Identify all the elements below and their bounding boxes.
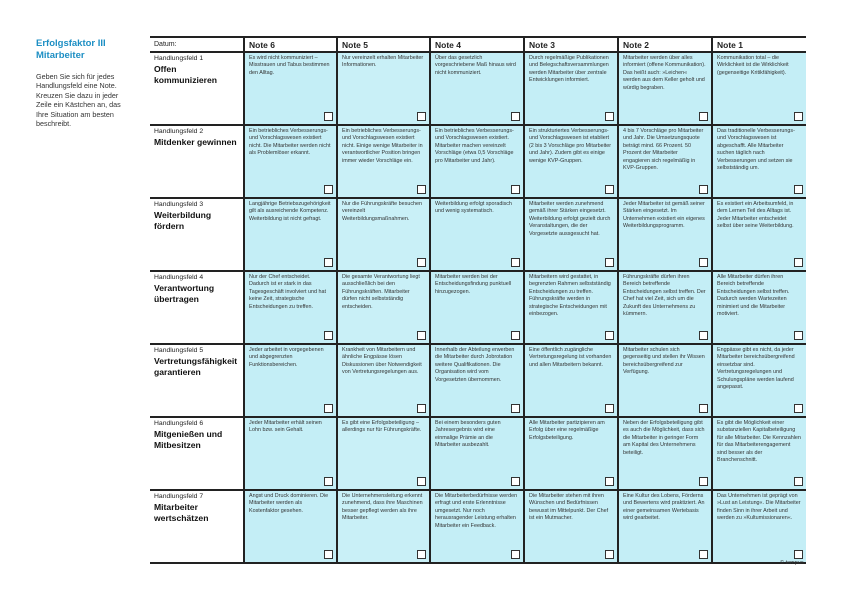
rating-checkbox[interactable]	[324, 477, 333, 486]
rating-cell	[244, 271, 337, 344]
rating-cell	[430, 52, 524, 125]
table-row	[150, 271, 806, 344]
cell-description: Eine öffentlich zugängliche Vertretungsregelung ist vorhanden und allen Mitarbeitern bekannt.	[529, 347, 612, 368]
rating-checkbox[interactable]	[511, 258, 520, 267]
handlungsfeld-label: Handlungsfeld 7	[154, 493, 204, 500]
cell-description: Jeder Mitarbeiter erhält seinen Lohn bzw. sein Gehalt.	[249, 420, 322, 434]
rating-cell	[244, 52, 337, 125]
handlungsfeld-title: Mitarbeiter wertschätzen	[154, 502, 209, 523]
rating-cell	[712, 417, 806, 490]
handlungsfeld-label: Handlungsfeld 1	[154, 55, 204, 62]
sidebar-instructions: Geben Sie sich für jedes Handlungsfeld eine Note. Kreuzen Sie dazu in jeder Zeile ein Kästchen an, das Ihre Situation am besten beschreibt.	[36, 72, 121, 129]
rating-cell	[712, 125, 806, 198]
rating-cell	[430, 417, 524, 490]
rating-cell	[618, 198, 712, 271]
cell-description: Ein betriebliches Verbesserungs- und Vorschlagswesen existiert nicht. Die Mitarbeiter werden nicht als Problemlöser erkannt.	[249, 128, 331, 157]
handlungsfeld-title: Verantwortung übertragen	[154, 283, 215, 304]
cell-description: Innerhalb der Abteilung erwerben die Mitarbeiter durch Jobrotation weitere Qualifikationen. Die Organisation wird vom Vorgesetzten übernommen.	[435, 347, 515, 383]
rating-checkbox[interactable]	[699, 331, 708, 340]
rating-checkbox[interactable]	[605, 404, 614, 413]
rating-cell	[712, 52, 806, 125]
rating-cell	[524, 125, 618, 198]
rating-cell	[524, 198, 618, 271]
rating-cell	[337, 344, 430, 417]
handlungsfeld-label: Handlungsfeld 2	[154, 128, 204, 135]
rating-checkbox[interactable]	[417, 112, 426, 121]
rating-cell	[712, 198, 806, 271]
column-header-note-6: Note 6	[244, 37, 337, 52]
handlungsfeld-label: Handlungsfeld 3	[154, 201, 204, 208]
cell-description: Es existiert ein Arbeitsumfeld, in dem Lernen Teil des Alltags ist. Jeder Mitarbeiter entscheidet selbst über seine Weiterbildung.	[717, 201, 794, 230]
rating-checkbox[interactable]	[417, 550, 426, 559]
column-header-note-4: Note 4	[430, 37, 524, 52]
cell-description: Eine Kultur des Lobens, Förderns und Bewertens wird praktiziert. An einer gemeinsamen Wertebasis wird gearbeitet.	[623, 493, 705, 522]
rating-cell	[244, 344, 337, 417]
rating-checkbox[interactable]	[324, 258, 333, 267]
rating-checkbox[interactable]	[324, 550, 333, 559]
rating-cell	[337, 490, 430, 563]
table-row	[150, 125, 806, 198]
rating-checkbox[interactable]	[417, 258, 426, 267]
rating-checkbox[interactable]	[605, 258, 614, 267]
rating-checkbox[interactable]	[794, 112, 803, 121]
rating-checkbox[interactable]	[794, 185, 803, 194]
cell-description: Mitarbeitern wird gestattet, in begrenzten Rahmen selbstständig Entscheidungen zu treffen. Führungskräfte werden in strategische Entscheidungen mit einbezogen.	[529, 274, 611, 318]
rating-checkbox[interactable]	[605, 550, 614, 559]
cell-description: Es gibt eine Erfolgsbeteiligung – allerdings nur für Führungskräfte.	[342, 420, 422, 434]
row-header	[150, 198, 244, 271]
cell-description: Nur der Chef entscheidet. Dadurch ist er stark in das Tagesgeschäft involviert und hat keine Zeit, strategische Entscheidungen zu treffen.	[249, 274, 327, 310]
rating-cell	[524, 271, 618, 344]
cell-description: Nur vereinzelt erhalten Mitarbeiter Informationen.	[342, 55, 424, 69]
rating-checkbox[interactable]	[417, 404, 426, 413]
table-row	[150, 417, 806, 490]
column-header-note-5: Note 5	[337, 37, 430, 52]
rating-checkbox[interactable]	[417, 185, 426, 194]
rating-checkbox[interactable]	[511, 185, 520, 194]
rating-cell	[712, 490, 806, 563]
rating-cell	[524, 52, 618, 125]
rating-cell	[524, 344, 618, 417]
rating-cell	[430, 344, 524, 417]
cell-description: Neben der Erfolgsbeteiligung gibt es auch die Möglichkeit, dass sich die Mitarbeiter in geringer Form am Kapital des Unternehmens beteiligt.	[623, 420, 705, 456]
rating-cell	[244, 198, 337, 271]
rating-cell	[618, 490, 712, 563]
rating-cell	[618, 52, 712, 125]
cell-description: Mitarbeiter werden bei der Entscheidungsfindung punktuell hinzugezogen.	[435, 274, 512, 295]
rating-checkbox[interactable]	[511, 550, 520, 559]
row-header	[150, 344, 244, 417]
rating-cell	[337, 417, 430, 490]
rating-checkbox[interactable]	[794, 404, 803, 413]
cell-description: Krankheit von Mitarbeitern und ähnliche Engpässe lösen Diskussionen über Notwendigkeit von Vertretungsregelungen aus.	[342, 347, 422, 376]
table-row	[150, 344, 806, 417]
rating-cell	[524, 490, 618, 563]
column-header-note-1: Note 1	[712, 37, 806, 52]
cell-description: Es wird nicht kommuniziert – Misstrauen und Tabus bestimmen den Alltag.	[249, 55, 330, 76]
cell-description: Die gesamte Verantwortung liegt ausschließlich bei den Führungskräften. Mitarbeiter dürfen nicht selbstständig entscheiden.	[342, 274, 420, 310]
rating-checkbox[interactable]	[699, 550, 708, 559]
cell-description: Über das gesetzlich vorgeschriebene Maß hinaus wird nicht kommuniziert.	[435, 55, 516, 76]
rating-cell	[337, 271, 430, 344]
rating-checkbox[interactable]	[417, 477, 426, 486]
row-header	[150, 52, 244, 125]
cell-description: Die Mitarbeiter stehen mit ihren Wünschen und Bedürfnissen bewusst im Mittelpunkt. Der Chef ist ein Mutmacher.	[529, 493, 609, 522]
rating-cell	[337, 52, 430, 125]
rating-checkbox[interactable]	[605, 477, 614, 486]
handlungsfeld-label: Handlungsfeld 6	[154, 420, 204, 427]
rating-checkbox[interactable]	[699, 477, 708, 486]
table-row	[150, 198, 806, 271]
rating-checkbox[interactable]	[794, 331, 803, 340]
cell-description: Weiterbildung erfolgt sporadisch und wenig systematisch.	[435, 201, 512, 215]
cell-description: Führungskräfte dürfen ihren Bereich betreffende Entscheidungen selbst treffen. Der Chef hat viel Zeit, sich um die Zukunft des Unternehmens zu kümmern.	[623, 274, 706, 318]
row-header	[150, 125, 244, 198]
handlungsfeld-title: Mitdenker gewinnen	[154, 137, 237, 147]
rating-checkbox[interactable]	[324, 185, 333, 194]
rating-checkbox[interactable]	[605, 112, 614, 121]
cell-description: Nur die Führungskräfte besuchen vereinzelt Weiterbildungsmaßnahmen.	[342, 201, 423, 222]
cell-description: Ein betriebliches Verbesserungs- und Vorschlagswesen existiert nicht. Einige wenige Mitarbeiter in verantwortlicher Position bringen immer wieder Vorschläge ein.	[342, 128, 423, 164]
handlungsfeld-label: Handlungsfeld 4	[154, 274, 204, 281]
column-header-note-2: Note 2	[618, 37, 712, 52]
cell-description: Angst und Druck dominieren. Die Mitarbeiter werden als Kostenfaktor gesehen.	[249, 493, 329, 514]
handlungsfeld-title: Offen kommunizieren	[154, 64, 218, 85]
column-header-note-3: Note 3	[524, 37, 618, 52]
rating-cell	[712, 271, 806, 344]
rating-cell	[430, 125, 524, 198]
table-row	[150, 52, 806, 125]
cell-description: Mitarbeiter werden zunehmend gemäß ihrer Stärken eingesetzt. Weiterbildung erfolgt gezielt durch Veranstaltungen, die der Vorgesetzte aussgesucht hat.	[529, 201, 611, 237]
rating-cell	[618, 417, 712, 490]
rating-cell	[430, 271, 524, 344]
rating-checkbox[interactable]	[324, 404, 333, 413]
cell-description: Bei einem besonders guten Jahresergebnis wird eine einmalige Prämie an die Mitarbeiter ausbezahlt.	[435, 420, 501, 449]
rating-checkbox[interactable]	[605, 185, 614, 194]
rating-cell	[712, 344, 806, 417]
cell-description: Die Mitarbeiterbedürfnisse werden erfragt und erste Erlenntnisse umgesetzt. Nur noch herausragender Leistung erhalten Mitarbeiter ein Feedback.	[435, 493, 518, 529]
cell-description: Alle Mitarbeiter partizipieren am Erfolg über eine regelmäßige Erfolgsbeteiligung.	[529, 420, 605, 441]
rating-cell	[430, 490, 524, 563]
cell-description: Das traditionelle Verbesserungs- und Vorschlagswesen ist abgeschafft. Alle Mitarbeiter suchen täglich nach Verbesserungen und setzen sie selbstständig um.	[717, 128, 795, 172]
rating-checkbox[interactable]	[511, 331, 520, 340]
cell-description: Alle Mitarbeiter dürfen ihren Bereich betreffende Entscheidungen selbst treffen. Dadurch werden Wartezeiten minimiert und die Mitarbeiter motiviert.	[717, 274, 790, 318]
rating-checkbox[interactable]	[417, 331, 426, 340]
table-row	[150, 490, 806, 563]
rating-checkbox[interactable]	[324, 112, 333, 121]
rating-cell	[337, 198, 430, 271]
rating-checkbox[interactable]	[324, 331, 333, 340]
cell-description: Ein strukturiertes Verbesserungs- und Vorschlagswesen ist etabliert (2 bis 3 Vorschläge pro Mitarbeiter und Jahr). Zudem gibt es einige wenige KVP-Gruppen.	[529, 128, 612, 164]
row-header	[150, 271, 244, 344]
rating-cell	[618, 125, 712, 198]
cell-description: Langjährige Betriebszugehörigkeit gilt als ausreichende Kompetenz. Weiterbildung ist nicht gefragt.	[249, 201, 331, 222]
cell-description: Das Unternehmen ist geprägt von »Lust an Leistung«. Die Mitarbeiter finden Sinn in ihrer Arbeit und werden zu »Kultumissionaren«.	[717, 493, 801, 522]
cell-description: Ein betriebliches Verbesserungs- und Vorschlagswesen existiert. Mitarbeiter machen vereinzelt Vorschläge (etwa 0,5 Vorschläge pro Mitarbeiter und Jahr).	[435, 128, 514, 164]
cell-description: Es gibt die Möglichkeit einer substanziellen Kapitalbeteiligung für alle Mitarbeiter. Die Kennzahlen für das Mitarbeiterengagement sind besser als der Branchenschnitt.	[717, 420, 801, 464]
cell-description: Engpässe gibt es nicht, da jeder Mitarbeiter bereichsübergreifend einsetzbar sind. Vertretungsregelungen und Schulungspläne werden laufend angepasst.	[717, 347, 795, 391]
row-header	[150, 490, 244, 563]
handlungsfeld-title: Mitgenießen und Mitbesitzen	[154, 429, 223, 450]
rating-cell	[430, 198, 524, 271]
cell-description: Durch regelmäßige Publikationen und Belegschaftsversammlungen werden Mitarbeiter über zentrale Entwicklungen informiert.	[529, 55, 609, 84]
rating-cell	[244, 417, 337, 490]
footer-credit: © tempus	[780, 560, 804, 566]
rating-table	[150, 36, 806, 564]
cell-description: 4 bis 7 Vorschläge pro Mitarbeiter und Jahr. Die Umsetzungsquote beträgt mind. 66 Prozent. 50 Prozent der Mitarbeiter engagieren sich regelmäßig in KVP-Gruppen.	[623, 128, 704, 172]
row-header	[150, 417, 244, 490]
cell-description: Jeder arbeitet in vorgegebenen und abgegrenzten Funktionsbereichen.	[249, 347, 324, 368]
rating-checkbox[interactable]	[699, 258, 708, 267]
cell-description: Mitarbeiter werden über alles informiert (offene Kommunikation). Das heißt auch: »Leichen« werden aus dem Keller geholt und würdig begraben.	[623, 55, 706, 91]
rating-cell	[618, 271, 712, 344]
handlungsfeld-title: Vertretungsfähigkeit garantieren	[154, 356, 238, 377]
rating-checkbox[interactable]	[794, 550, 803, 559]
cell-description: Jeder Mitarbeiter ist gemäß seiner Stärken eingesetzt. Im Unternehmen existiert ein eigenes Weiterbildungsprogramm.	[623, 201, 705, 230]
rating-cell	[244, 490, 337, 563]
cell-description: Die Unternehmensleitung erkennt zunehmend, dass ihre Maschinen besser gepflegt werden als ihre Mitarbeiter.	[342, 493, 423, 522]
handlungsfeld-label: Handlungsfeld 5	[154, 347, 204, 354]
rating-checkbox[interactable]	[699, 185, 708, 194]
rating-cell	[244, 125, 337, 198]
rating-cell	[524, 417, 618, 490]
cell-description: Mitarbeiter schulen sich gegenseitig und stellen ihr Wissen bereichsübergreifend zur Verfügung.	[623, 347, 705, 376]
rating-checkbox[interactable]	[511, 112, 520, 121]
rating-checkbox[interactable]	[794, 258, 803, 267]
rating-checkbox[interactable]	[511, 404, 520, 413]
sidebar-title: Erfolgsfaktor III Mitarbeiter	[36, 38, 106, 61]
rating-checkbox[interactable]	[699, 404, 708, 413]
rating-checkbox[interactable]	[699, 112, 708, 121]
rating-cell	[337, 125, 430, 198]
rating-checkbox[interactable]	[794, 477, 803, 486]
rating-cell	[618, 344, 712, 417]
rating-checkbox[interactable]	[511, 477, 520, 486]
rating-checkbox[interactable]	[605, 331, 614, 340]
date-label: Datum:	[150, 37, 244, 52]
cell-description: Kommunikation total – die Wirklichkeit ist die Wirklichkeit (gegenseitige Kritikfähigkeit).	[717, 55, 789, 76]
handlungsfeld-title: Weiterbildung fördern	[154, 210, 212, 231]
